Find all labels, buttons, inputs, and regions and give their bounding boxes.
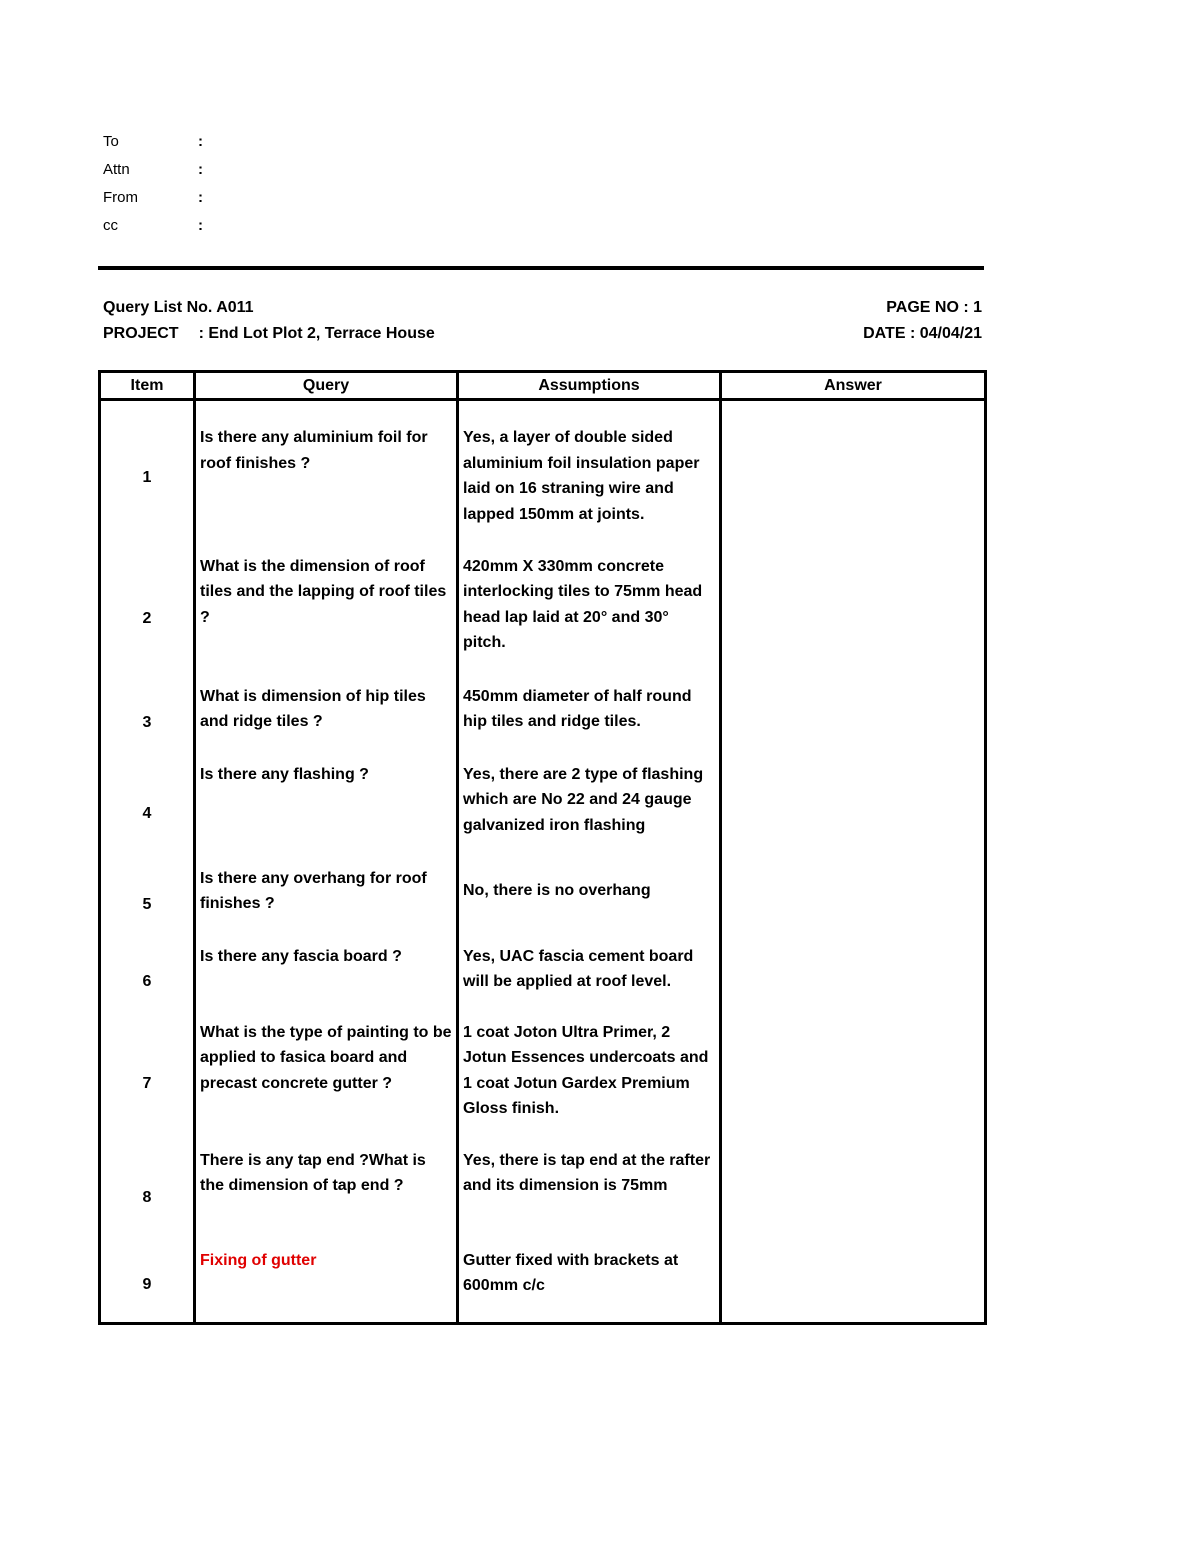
query-text: Is there any flashing ? bbox=[200, 765, 369, 783]
assumption-text: Yes, there are 2 type of flashing which are No 22 and 24 gauge galvanized iron flashing bbox=[463, 765, 704, 834]
query-cell bbox=[195, 762, 458, 866]
query-table bbox=[98, 370, 987, 1325]
item-number: 8 bbox=[100, 1148, 195, 1248]
answer-cell[interactable] bbox=[721, 554, 986, 684]
query-cell bbox=[195, 684, 458, 762]
assumption-text: Gutter fixed with brackets at 600mm c/c bbox=[463, 1251, 679, 1294]
assumption-text: 1 coat Joton Ultra Primer, 2 Jotun Essences undercoats and 1 coat Jotun Gardex Premium Gloss finish. bbox=[463, 1023, 709, 1117]
address-colon: : bbox=[198, 161, 203, 178]
column-header-item: Item bbox=[100, 372, 195, 400]
query-text: Is there any overhang for roof finishes ? bbox=[200, 869, 427, 912]
page-number: PAGE NO : 1 bbox=[886, 299, 982, 316]
address-label: To bbox=[103, 133, 119, 150]
assumption-cell bbox=[458, 762, 721, 866]
table-row bbox=[100, 944, 986, 1020]
answer-cell[interactable] bbox=[721, 762, 986, 866]
table-row bbox=[100, 866, 986, 944]
query-text: There is any tap end ?What is the dimension of tap end ? bbox=[200, 1151, 426, 1194]
answer-cell[interactable] bbox=[721, 866, 986, 944]
item-number: 7 bbox=[100, 1020, 195, 1148]
item-number: 2 bbox=[100, 554, 195, 684]
item-number: 5 bbox=[100, 866, 195, 944]
address-colon: : bbox=[198, 217, 203, 234]
query-list-number: Query List No. A011 bbox=[103, 299, 254, 316]
assumption-cell bbox=[458, 554, 721, 684]
assumption-cell bbox=[458, 1020, 721, 1148]
table-row bbox=[100, 554, 986, 684]
item-number: 4 bbox=[100, 762, 195, 866]
project-label: PROJECT bbox=[103, 325, 179, 342]
query-text: Is there any fascia board ? bbox=[200, 947, 402, 965]
assumption-text: No, there is no overhang bbox=[463, 881, 651, 899]
assumption-cell bbox=[458, 1248, 721, 1324]
address-label: Attn bbox=[103, 161, 130, 178]
table-header-row bbox=[100, 372, 986, 400]
assumption-text: 450mm diameter of half round hip tiles and ridge tiles. bbox=[463, 687, 692, 730]
horizontal-divider bbox=[98, 266, 984, 270]
table-row bbox=[100, 762, 986, 866]
table-row bbox=[100, 684, 986, 762]
answer-cell[interactable] bbox=[721, 944, 986, 1020]
table-row bbox=[100, 1148, 986, 1248]
answer-cell[interactable] bbox=[721, 1248, 986, 1324]
address-label: From bbox=[103, 189, 138, 206]
item-number: 6 bbox=[100, 944, 195, 1020]
query-cell bbox=[195, 944, 458, 1020]
column-header-answer: Answer bbox=[721, 372, 986, 400]
query-cell bbox=[195, 400, 458, 554]
assumption-text: Yes, a layer of double sided aluminium foil insulation paper laid on 16 straning wire and lapped 150mm at joints. bbox=[463, 429, 700, 523]
answer-cell[interactable] bbox=[721, 400, 986, 554]
table-row bbox=[100, 1248, 986, 1324]
answer-cell[interactable] bbox=[721, 1148, 986, 1248]
item-number: 3 bbox=[100, 684, 195, 762]
assumption-cell bbox=[458, 400, 721, 554]
assumption-cell bbox=[458, 1148, 721, 1248]
query-text: Is there any aluminium foil for roof finishes ? bbox=[200, 429, 428, 472]
project-value: : End Lot Plot 2, Terrace House bbox=[198, 325, 435, 342]
answer-cell[interactable] bbox=[721, 684, 986, 762]
table-row bbox=[100, 400, 986, 554]
project-line bbox=[103, 325, 435, 343]
assumption-text: Yes, there is tap end at the rafter and its dimension is 75mm bbox=[463, 1151, 711, 1194]
query-text: What is the type of painting to be applied to fasica board and precast concrete gutter ? bbox=[200, 1023, 452, 1092]
document-date: DATE : 04/04/21 bbox=[863, 325, 982, 342]
column-header-assumptions: Assumptions bbox=[458, 372, 721, 400]
address-colon: : bbox=[198, 189, 203, 206]
column-header-query: Query bbox=[195, 372, 458, 400]
item-number: 1 bbox=[100, 400, 195, 554]
query-cell bbox=[195, 1148, 458, 1248]
query-text: What is dimension of hip tiles and ridge tiles ? bbox=[200, 687, 426, 730]
assumption-text: 420mm X 330mm concrete interlocking tiles to 75mm head head lap laid at 20° and 30° pitch. bbox=[463, 557, 703, 651]
query-cell bbox=[195, 1248, 458, 1324]
table-row bbox=[100, 1020, 986, 1148]
address-label: cc bbox=[103, 217, 118, 234]
query-cell bbox=[195, 1020, 458, 1148]
query-cell bbox=[195, 554, 458, 684]
assumption-cell bbox=[458, 866, 721, 944]
query-cell bbox=[195, 866, 458, 944]
assumption-text: Yes, UAC fascia cement board will be applied at roof level. bbox=[463, 947, 694, 990]
answer-cell[interactable] bbox=[721, 1020, 986, 1148]
assumption-cell bbox=[458, 684, 721, 762]
item-number: 9 bbox=[100, 1248, 195, 1324]
assumption-cell bbox=[458, 944, 721, 1020]
query-text: Fixing of gutter bbox=[200, 1251, 317, 1269]
query-text: What is the dimension of roof tiles and the lapping of roof tiles ? bbox=[200, 557, 447, 626]
address-colon: : bbox=[198, 133, 203, 150]
